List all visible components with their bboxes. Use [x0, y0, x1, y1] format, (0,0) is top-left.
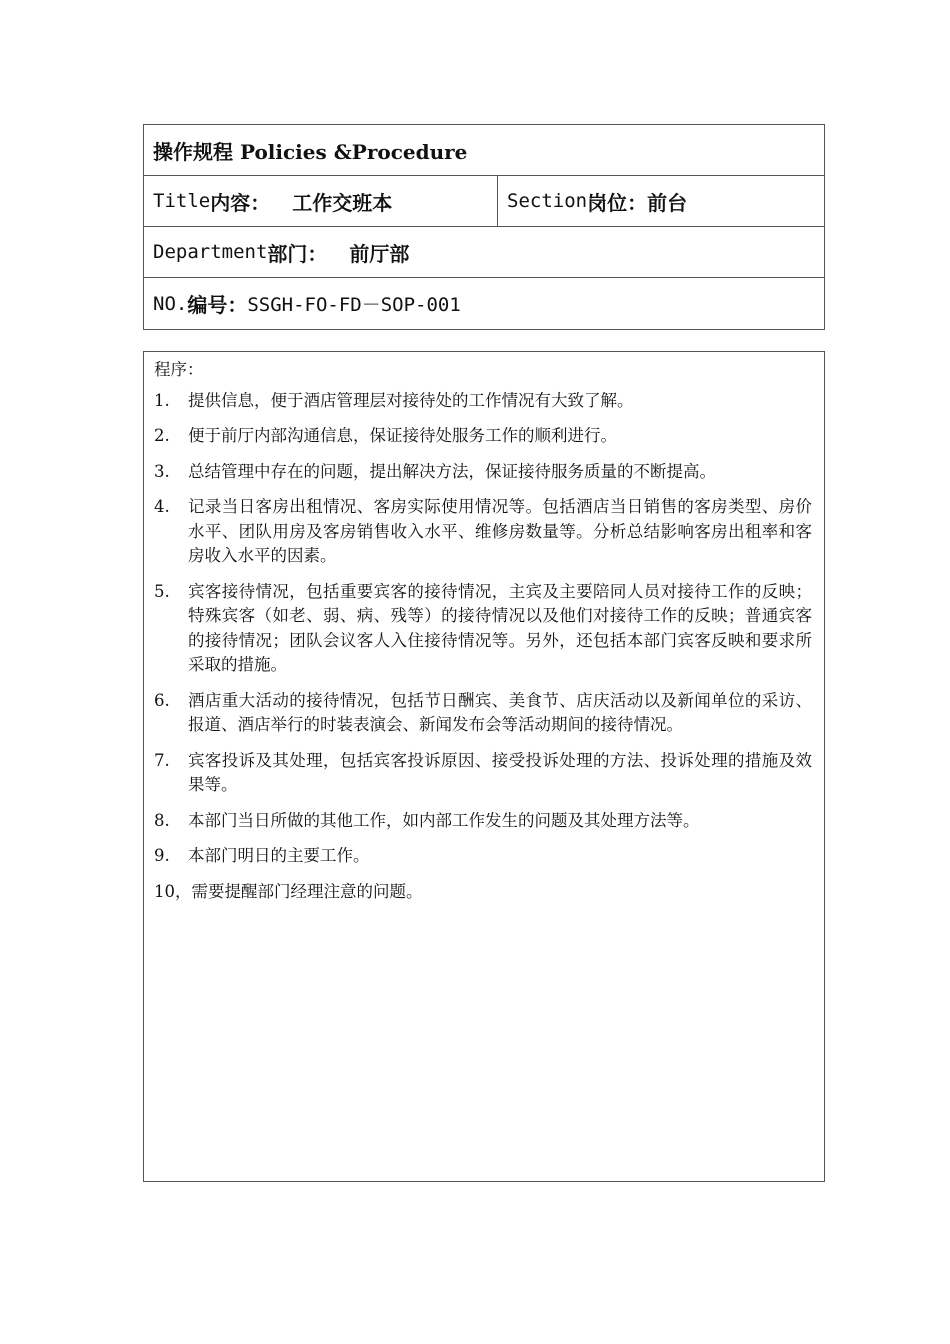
procedure-item [154, 495, 814, 569]
department-label: Department [153, 241, 268, 263]
procedure-box [143, 351, 825, 1182]
item-number: 6. [154, 690, 170, 710]
number-cn-label: 编号： [187, 293, 248, 317]
title-cell [144, 176, 498, 226]
title-value: 工作交班本 [292, 190, 393, 215]
item-text: 本部门明日的主要工作。 [188, 846, 370, 865]
item-number: 3. [154, 461, 170, 481]
item-text: 酒店重大活动的接待情况，包括节日酬宾、美食节、店庆活动以及新闻单位的采访、报道、酒店举行的时装表演会、新闻发布会等活动期间的接待情况。 [188, 690, 812, 734]
item-text: 本部门当日所做的其他工作，如内部工作发生的问题及其处理方法等。 [188, 810, 700, 830]
item-number: 1. [154, 390, 170, 410]
item-number: 10， [154, 881, 192, 901]
procedure-item [154, 460, 814, 485]
section-value: 前台 [647, 190, 688, 215]
item-number: 7. [154, 750, 170, 770]
title-cn-label: 内容： [210, 190, 271, 215]
department-cell [144, 227, 824, 277]
item-text: 提供信息，便于酒店管理层对接待处的工作情况有大致了解。 [188, 390, 634, 410]
item-text: 总结管理中存在的问题，提出解决方法，保证接待服务质量的不断提高。 [188, 461, 716, 481]
section-cn-label: 岗位： [587, 190, 648, 215]
procedure-label: 程序： [154, 360, 204, 379]
header-row-title [144, 125, 824, 176]
department-value: 前厅部 [349, 241, 410, 266]
item-text: 宾客接待情况，包括重要宾客的接待情况，主宾及主要陪同人员对接待工作的反映；特殊宾客（如老、弱、病、残等）的接待情况以及他们对接待工作的反映；普通宾客的接待情况；团队会议客人入住接待情况等。另外，还包括本部门宾客反映和要求所采取的措施。 [188, 581, 812, 674]
item-number: 9. [154, 846, 170, 865]
department-cn-label: 部门： [267, 241, 328, 266]
title-label: Title [153, 190, 211, 212]
header-table [143, 124, 825, 330]
item-number: 5. [154, 581, 170, 601]
procedure-item [154, 809, 814, 834]
item-text: 记录当日客房出租情况、客房实际使用情况等。包括酒店当日销售的客房类型、房价水平、团队用房及客房销售收入水平、维修房数量等。分析总结影响客房出租率和客房收入水平的因素。 [188, 497, 812, 565]
procedure-item [154, 880, 814, 905]
section-label: Section [507, 190, 588, 212]
section-cell [498, 176, 824, 226]
item-text: 需要提醒部门经理注意的问题。 [191, 881, 423, 901]
item-number: 8. [154, 810, 170, 830]
item-text: 便于前厅内部沟通信息，保证接待处服务工作的顺利进行。 [188, 426, 617, 445]
procedure-item [154, 424, 814, 449]
number-cell [144, 278, 824, 329]
procedure-item [154, 844, 814, 869]
item-text: 宾客投诉及其处理，包括宾客投诉原因、接受投诉处理的方法、投诉处理的措施及效果等。 [188, 750, 812, 794]
header-row-title-section [144, 176, 824, 227]
procedure-item [154, 389, 814, 414]
procedure-item [154, 689, 814, 738]
policies-procedure-title: 操作规程 Policies &Procedure [153, 139, 468, 164]
item-number: 2. [154, 426, 170, 445]
header-row-number [144, 278, 824, 329]
number-label: NO. [153, 292, 188, 315]
header-row-department [144, 227, 824, 278]
procedure-item [154, 580, 814, 678]
number-value: SSGH-FO-FD－SOP-001 [247, 294, 461, 316]
procedure-item [154, 749, 814, 798]
item-number: 4. [154, 497, 170, 516]
